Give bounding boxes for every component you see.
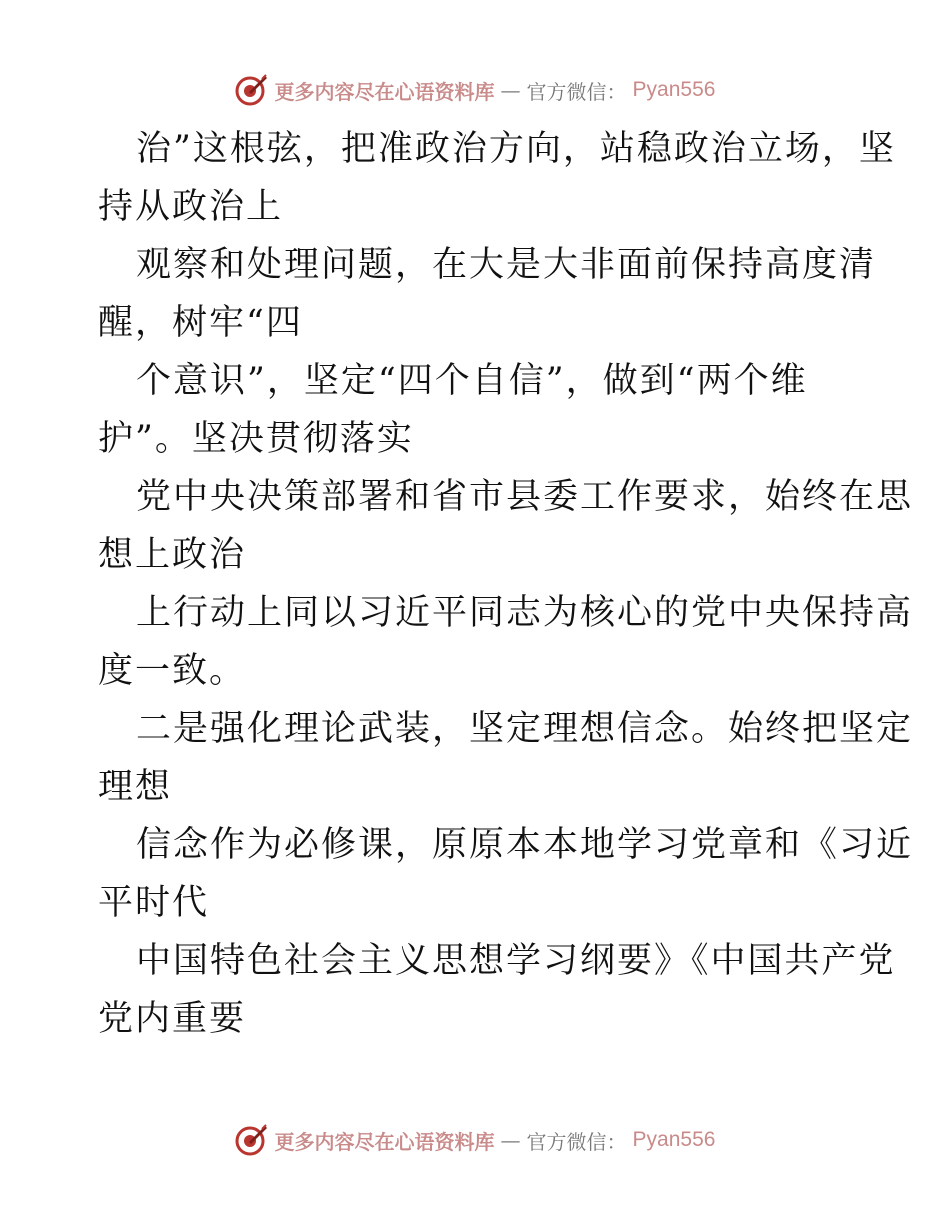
banner-account-id: Pyan556 [632,1128,716,1151]
paragraph [98,816,914,932]
paragraph-line: 信念作为必修课，原原本本地学习党章和《习近 [136,825,914,865]
paragraph-line: 想上政治 [98,535,247,575]
paragraph-line: 护”。坚决贯彻落实 [98,419,414,459]
banner-account-id: Pyan556 [632,78,716,101]
pen-logo-icon [235,1123,269,1157]
banner-separator: — [500,78,521,102]
paragraph-line: 上行动上同以习近平同志为核心的党中央保持高 [136,593,914,633]
banner-account-label: 官方微信： [526,1129,627,1154]
banner-account-label: 官方微信： [526,79,627,104]
paragraph [98,352,868,468]
banner-title: 更多内容尽在心语资料库 [274,79,495,104]
document-body [98,120,914,1048]
paragraph-line: 党内重要 [98,999,247,1039]
paragraph-line: 理想 [98,767,173,807]
paragraph-line: 中国特色社会主义思想学习纲要》《中国共产党 [136,941,896,981]
banner-separator: — [500,1128,521,1152]
header-banner [0,70,950,110]
paragraph-line: 党中央决策部署和省市县委工作要求，始终在思 [136,477,914,517]
paragraph-line: 观察和处理问题，在大是大非面前保持高度清 [136,245,877,285]
paragraph [98,584,914,700]
paragraph-line: 个意识”，坚定“四个自信”，做到“两个维 [136,361,808,401]
paragraph-line: 二是强化理论武装，坚定理想信念。始终把坚定 [136,709,914,749]
banner-title: 更多内容尽在心语资料库 [274,1129,495,1154]
paragraph [98,120,896,236]
paragraph [98,236,877,352]
paragraph-line: 醒，树牢“四 [98,303,303,343]
paragraph [98,468,914,584]
paragraph [98,700,914,816]
footer-banner [0,1120,950,1160]
pen-logo-icon [235,73,269,107]
paragraph-line: 平时代 [98,883,210,923]
paragraph-line: 度一致。 [98,651,247,691]
paragraph [98,932,896,1048]
paragraph-line: 持从政治上 [98,187,284,227]
paragraph-line: 治”这根弦，把准政治方向，站稳政治立场，坚 [136,129,896,169]
